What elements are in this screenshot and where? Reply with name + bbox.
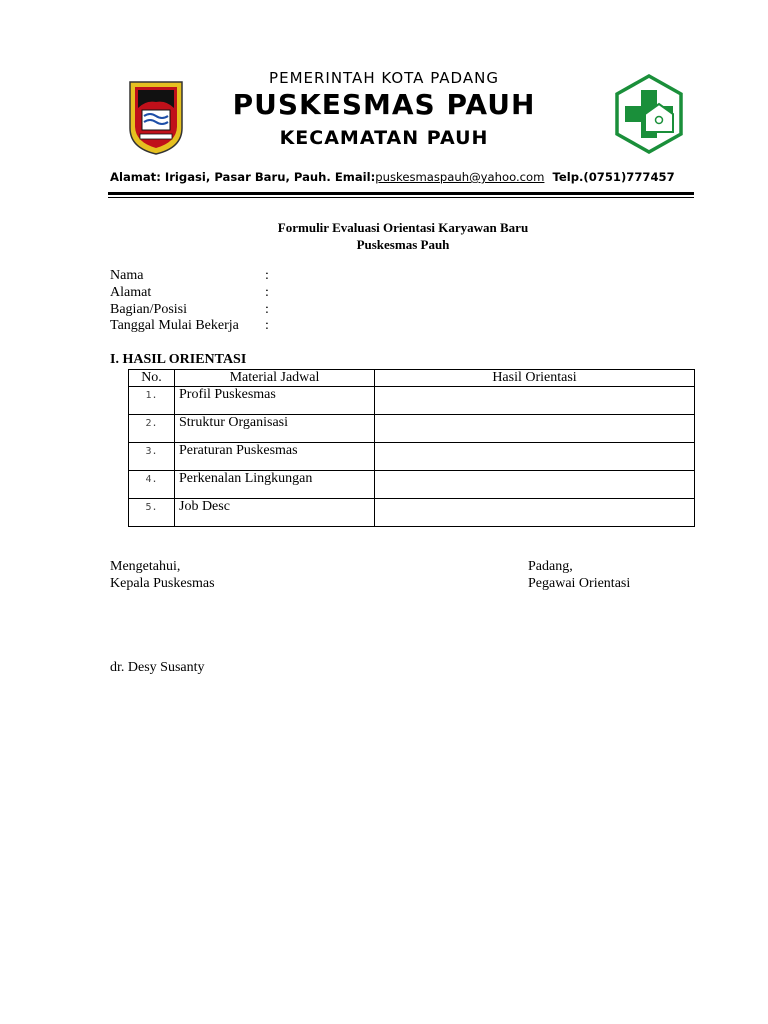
row-number: 2. bbox=[129, 415, 175, 443]
address-text: Alamat: Irigasi, Pasar Baru, Pauh. Email: bbox=[110, 170, 376, 184]
field-label: Bagian/Posisi bbox=[110, 302, 188, 317]
field-nama bbox=[110, 268, 269, 284]
field-bagian-posisi bbox=[110, 302, 269, 318]
table-row bbox=[129, 471, 695, 499]
field-label: Alamat bbox=[110, 285, 152, 300]
signer-name: dr. Desy Susanty bbox=[110, 660, 205, 675]
orientation-table bbox=[128, 369, 695, 527]
header-institution: PUSKESMAS PAUH bbox=[232, 88, 536, 121]
field-colon: : bbox=[265, 285, 269, 300]
field-colon: : bbox=[265, 302, 269, 317]
field-alamat bbox=[110, 285, 269, 301]
row-material: Struktur Organisasi bbox=[175, 415, 375, 443]
column-header-hasil: Hasil Orientasi bbox=[375, 370, 695, 387]
field-colon: : bbox=[265, 318, 269, 333]
column-header-material: Material Jadwal bbox=[175, 370, 375, 387]
table-row bbox=[129, 499, 695, 527]
form-title-line2: Puskesmas Pauh bbox=[356, 237, 450, 252]
email-link[interactable]: puskesmaspauh@yahoo.com bbox=[375, 170, 545, 184]
row-number: 1. bbox=[129, 387, 175, 415]
header-divider-thin bbox=[108, 197, 694, 198]
row-material: Peraturan Puskesmas bbox=[175, 443, 375, 471]
sig-acknowledged: Mengetahui, bbox=[110, 559, 181, 574]
row-material: Job Desc bbox=[175, 499, 375, 527]
row-hasil-cell[interactable] bbox=[375, 443, 695, 471]
column-header-no: No. bbox=[129, 370, 175, 387]
section-title: I. HASIL ORIENTASI bbox=[110, 352, 247, 367]
row-number: 5. bbox=[129, 499, 175, 527]
header-divider-thick bbox=[108, 192, 694, 195]
row-number: 4. bbox=[129, 471, 175, 499]
sig-head-title: Kepala Puskesmas bbox=[110, 576, 215, 591]
table-row bbox=[129, 387, 695, 415]
table-row bbox=[129, 443, 695, 471]
header-government: PEMERINTAH KOTA PADANG bbox=[269, 69, 499, 87]
field-colon: : bbox=[265, 268, 269, 283]
phone-text: Telp.(0751)777457 bbox=[552, 170, 675, 184]
header-district: KECAMATAN PAUH bbox=[279, 127, 489, 149]
sig-employee-title: Pegawai Orientasi bbox=[528, 576, 631, 591]
field-label: Nama bbox=[110, 268, 144, 283]
row-hasil-cell[interactable] bbox=[375, 387, 695, 415]
form-title-line1: Formulir Evaluasi Orientasi Karyawan Baru bbox=[277, 220, 529, 235]
row-material: Profil Puskesmas bbox=[175, 387, 375, 415]
table-row bbox=[129, 415, 695, 443]
row-hasil-cell[interactable] bbox=[375, 415, 695, 443]
table-header-row bbox=[129, 370, 695, 387]
row-material: Perkenalan Lingkungan bbox=[175, 471, 375, 499]
form-title bbox=[0, 219, 768, 253]
signature-right bbox=[528, 558, 630, 592]
field-tanggal-mulai bbox=[110, 318, 269, 334]
row-hasil-cell[interactable] bbox=[375, 471, 695, 499]
sig-place: Padang, bbox=[528, 559, 573, 574]
address-line bbox=[110, 170, 700, 184]
field-label: Tanggal Mulai Bekerja bbox=[110, 318, 239, 333]
row-number: 3. bbox=[129, 443, 175, 471]
row-hasil-cell[interactable] bbox=[375, 499, 695, 527]
signature-left bbox=[110, 558, 215, 592]
